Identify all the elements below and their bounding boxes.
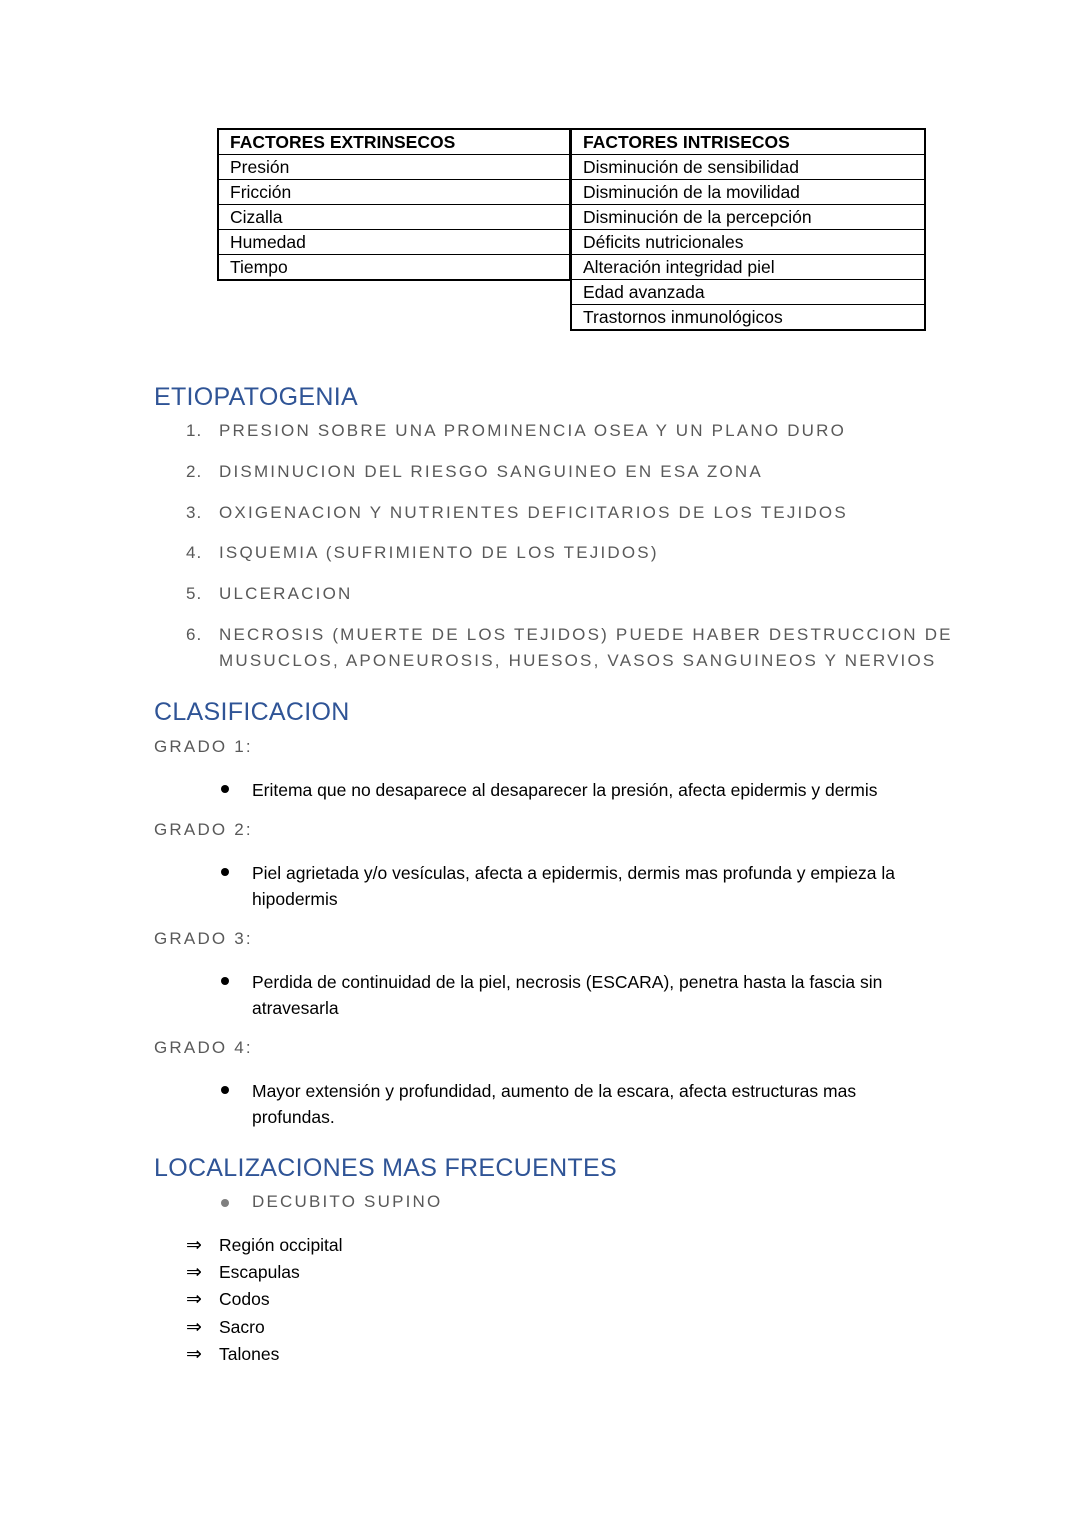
item-text: MUSUCLOS, APONEUROSIS, HUESOS, VASOS SANGUINEOS Y NERVIOS [219,651,937,670]
grade-description-line: profundas. [252,1107,335,1127]
grade-description [252,860,932,912]
location-item [186,1232,343,1259]
item-text: NECROSIS (MUERTE DE LOS TEJIDOS) PUEDE HABER DESTRUCCION DE [219,625,953,644]
location-label: Codos [219,1289,270,1309]
intrinsic-factors-table [570,128,926,331]
grade-description [252,777,932,803]
clasificacion-heading: CLASIFICACION [154,698,350,726]
item-number: 2. [186,462,203,481]
location-item [186,1314,265,1341]
intrinsic-factor: Déficits nutricionales [571,230,925,255]
grade-description-line: Eritema que no desaparece al desaparecer la presión, afecta epidermis y dermis [252,780,878,800]
grade-label: GRADO 1: [154,737,253,756]
grade-label: GRADO 3: [154,929,253,948]
item-number: 1. [186,421,203,440]
position-label: DECUBITO SUPINO [252,1192,443,1211]
item-number: 4. [186,543,203,562]
location-item [186,1286,270,1313]
double-arrow-icon: ⇒ [186,1262,202,1283]
item-text: ULCERACION [219,584,353,603]
grade-description-line: Mayor extensión y profundidad, aumento de la escara, afecta estructuras mas [252,1081,857,1101]
extrinsic-factor: Cizalla [218,205,570,230]
grade-description [252,1078,932,1130]
extrinsic-factor: Fricción [218,180,570,205]
grade-label: GRADO 4: [154,1038,253,1057]
location-label: Escapulas [219,1262,300,1282]
intrinsic-factor: Alteración integridad piel [571,255,925,280]
intrinsic-factor: Disminución de la movilidad [571,180,925,205]
intrinsic-factor: Disminución de la percepción [571,205,925,230]
extrinsic-factors-header: FACTORES EXTRINSECOS [218,129,570,155]
grade-description-line: hipodermis [252,889,338,909]
double-arrow-icon: ⇒ [186,1344,202,1365]
bullet-icon [219,1197,231,1209]
item-number: 3. [186,503,203,522]
location-label: Región occipital [219,1235,343,1255]
location-label: Talones [219,1344,280,1364]
grade-description-line: Perdida de continuidad de la piel, necrosis (ESCARA), penetra hasta la fascia sin [252,972,883,992]
etiopatogenia-heading: ETIOPATOGENIA [154,383,358,411]
double-arrow-icon: ⇒ [186,1317,202,1338]
extrinsic-factor: Humedad [218,230,570,255]
extrinsic-factor: Tiempo [218,255,570,281]
item-number: 6. [186,625,203,644]
item-text: DISMINUCION DEL RIESGO SANGUINEO EN ESA ZONA [219,462,763,481]
intrinsic-factor: Disminución de sensibilidad [571,155,925,180]
intrinsic-factors-header: FACTORES INTRISECOS [571,129,925,155]
location-item [186,1341,279,1368]
grade-label: GRADO 2: [154,820,253,839]
double-arrow-icon: ⇒ [186,1235,202,1256]
grade-description-line: Piel agrietada y/o vesículas, afecta a epidermis, dermis mas profunda y empieza la [252,863,895,883]
item-text: PRESION SOBRE UNA PROMINENCIA OSEA Y UN PLANO DURO [219,421,847,440]
localizaciones-heading: LOCALIZACIONES MAS FRECUENTES [154,1154,617,1182]
location-item [186,1259,300,1286]
item-text: OXIGENACION Y NUTRIENTES DEFICITARIOS DE LOS TEJIDOS [219,503,848,522]
item-number: 5. [186,584,203,603]
item-text: ISQUEMIA (SUFRIMIENTO DE LOS TEJIDOS) [219,543,659,562]
grade-description [252,969,932,1021]
intrinsic-factor: Edad avanzada [571,280,925,305]
location-label: Sacro [219,1317,265,1337]
bullet-icon [219,975,231,987]
extrinsic-factors-table [217,128,571,281]
grade-description-line: atravesarla [252,998,339,1018]
bullet-icon [219,1084,231,1096]
extrinsic-factor: Presión [218,155,570,180]
bullet-icon [219,866,231,878]
double-arrow-icon: ⇒ [186,1289,202,1310]
bullet-icon [219,783,231,795]
intrinsic-factor: Trastornos inmunológicos [571,305,925,331]
